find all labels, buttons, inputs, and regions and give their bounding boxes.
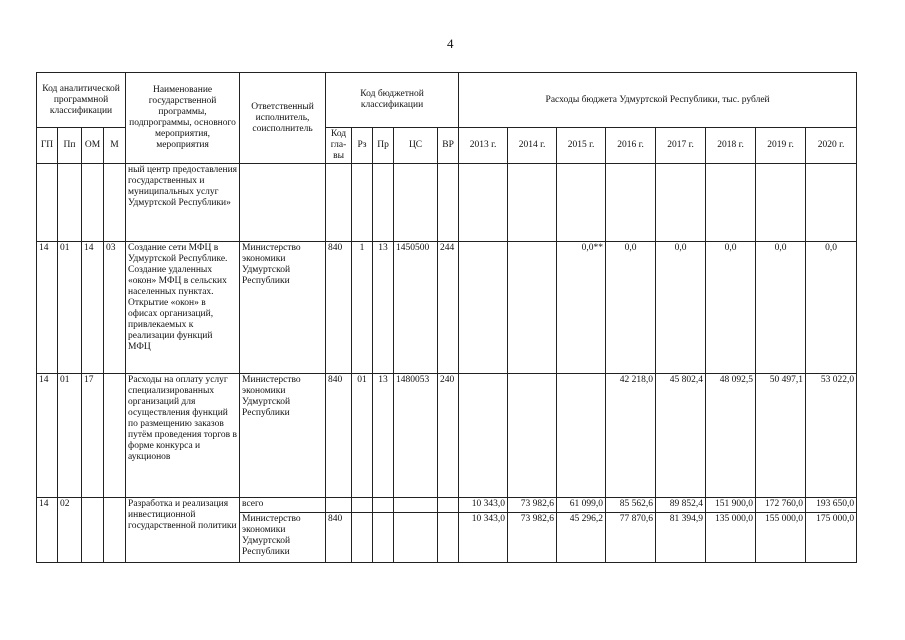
name-cell: Расходы на оплату услуг специализированных организаций для осуществления функций по размещению заказов путём проведения торгов в форме конкурса и аукционов bbox=[126, 374, 240, 498]
value-cell: 73 982,6 bbox=[508, 498, 557, 513]
value-cell: 0,0** bbox=[557, 242, 606, 374]
om-cell bbox=[82, 164, 104, 242]
value-cell bbox=[606, 164, 656, 242]
vr-cell bbox=[438, 513, 459, 563]
value-cell: 0,0 bbox=[706, 242, 756, 374]
vr-cell: 244 bbox=[438, 242, 459, 374]
value-cell: 73 982,6 bbox=[508, 513, 557, 563]
value-cell bbox=[706, 164, 756, 242]
value-cell: 85 562,6 bbox=[606, 498, 656, 513]
value-cell: 10 343,0 bbox=[459, 513, 508, 563]
year-header: 2020 г. bbox=[806, 128, 857, 164]
header-row-1 bbox=[37, 73, 857, 128]
name-header: Наименование государственной программы, подпрограммы, основного мероприятия, мероприятия bbox=[126, 73, 240, 164]
value-cell bbox=[557, 164, 606, 242]
m-cell bbox=[104, 164, 126, 242]
name-cell: ный центр предоставления государственных и муниципальных услуг Удмуртской Республики» bbox=[126, 164, 240, 242]
table-row bbox=[37, 242, 857, 374]
value-cell bbox=[508, 374, 557, 498]
cs-cell bbox=[394, 513, 438, 563]
pr-cell bbox=[373, 164, 394, 242]
vr-cell bbox=[438, 164, 459, 242]
value-cell: 0,0 bbox=[756, 242, 806, 374]
year-header: 2019 г. bbox=[756, 128, 806, 164]
responsible-cell: Министерство экономики Удмуртской Республики bbox=[240, 242, 326, 374]
value-cell bbox=[656, 164, 706, 242]
value-cell: 53 022,0 bbox=[806, 374, 857, 498]
name-cell: Создание сети МФЦ в Удмуртской Республике. Создание удаленных «окон» МФЦ в сельских населенных пунктах. Открытие «окон» в офисах организаций, привлекаемых к реализации функций МФЦ bbox=[126, 242, 240, 374]
responsible-header: Ответственный исполнитель, соисполнитель bbox=[240, 73, 326, 164]
value-cell: 193 650,0 bbox=[806, 498, 857, 513]
vr-header: ВР bbox=[438, 128, 459, 164]
value-cell: 10 343,0 bbox=[459, 498, 508, 513]
pp-header: Пп bbox=[58, 128, 82, 164]
rz-cell bbox=[352, 498, 373, 513]
name-cell: Разработка и реализация инвестиционной государственной политики bbox=[126, 498, 240, 563]
value-cell bbox=[459, 164, 508, 242]
om-cell: 17 bbox=[82, 374, 104, 498]
vr-cell: 240 bbox=[438, 374, 459, 498]
value-cell: 0,0 bbox=[806, 242, 857, 374]
value-cell bbox=[459, 374, 508, 498]
gp-cell: 14 bbox=[37, 498, 58, 563]
value-cell: 61 099,0 bbox=[557, 498, 606, 513]
year-header: 2016 г. bbox=[606, 128, 656, 164]
value-cell: 172 760,0 bbox=[756, 498, 806, 513]
value-cell: 155 000,0 bbox=[756, 513, 806, 563]
om-cell: 14 bbox=[82, 242, 104, 374]
glava-cell: 840 bbox=[326, 242, 352, 374]
value-cell: 77 870,6 bbox=[606, 513, 656, 563]
table-row bbox=[37, 498, 857, 513]
value-cell: 45 802,4 bbox=[656, 374, 706, 498]
rz-cell: 1 bbox=[352, 242, 373, 374]
pr-cell: 13 bbox=[373, 242, 394, 374]
responsible-cell: Министерство экономики Удмуртской Республики bbox=[240, 374, 326, 498]
m-cell bbox=[104, 374, 126, 498]
value-cell bbox=[806, 164, 857, 242]
gp-cell: 14 bbox=[37, 374, 58, 498]
year-header: 2017 г. bbox=[656, 128, 706, 164]
pp-cell: 02 bbox=[58, 498, 82, 563]
glava-cell bbox=[326, 164, 352, 242]
pr-header: Пр bbox=[373, 128, 394, 164]
page-number: 4 bbox=[447, 36, 454, 51]
rz-cell bbox=[352, 513, 373, 563]
vr-cell bbox=[438, 498, 459, 513]
value-cell: 175 000,0 bbox=[806, 513, 857, 563]
budget-table bbox=[36, 72, 857, 563]
pr-cell: 13 bbox=[373, 374, 394, 498]
om-cell bbox=[82, 498, 104, 563]
value-cell: 0,0 bbox=[606, 242, 656, 374]
m-header: М bbox=[104, 128, 126, 164]
gp-cell bbox=[37, 164, 58, 242]
value-cell bbox=[508, 242, 557, 374]
pp-cell: 01 bbox=[58, 242, 82, 374]
glava-cell: 840 bbox=[326, 513, 352, 563]
cs-header: ЦС bbox=[394, 128, 438, 164]
glava-cell bbox=[326, 498, 352, 513]
gp-cell: 14 bbox=[37, 242, 58, 374]
m-cell: 03 bbox=[104, 242, 126, 374]
cs-cell: 1450500 bbox=[394, 242, 438, 374]
value-cell: 50 497,1 bbox=[756, 374, 806, 498]
year-header: 2015 г. bbox=[557, 128, 606, 164]
year-header: 2013 г. bbox=[459, 128, 508, 164]
value-cell: 81 394,9 bbox=[656, 513, 706, 563]
value-cell bbox=[459, 242, 508, 374]
cs-cell: 1480053 bbox=[394, 374, 438, 498]
responsible-cell: всего bbox=[240, 498, 326, 513]
glava-cell: 840 bbox=[326, 374, 352, 498]
responsible-cell bbox=[240, 164, 326, 242]
pr-cell bbox=[373, 498, 394, 513]
om-header: ОМ bbox=[82, 128, 104, 164]
value-cell bbox=[557, 374, 606, 498]
glava-header: Код гла-вы bbox=[326, 128, 352, 164]
value-cell: 42 218,0 bbox=[606, 374, 656, 498]
rz-cell: 01 bbox=[352, 374, 373, 498]
cs-cell bbox=[394, 498, 438, 513]
rz-header: Рз bbox=[352, 128, 373, 164]
pp-cell bbox=[58, 164, 82, 242]
value-cell: 0,0 bbox=[656, 242, 706, 374]
responsible-cell: Министерство экономики Удмуртской Республики bbox=[240, 513, 326, 563]
value-cell: 135 000,0 bbox=[706, 513, 756, 563]
year-header: 2018 г. bbox=[706, 128, 756, 164]
analytic-code-header: Код аналитической программной классификации bbox=[37, 73, 126, 128]
value-cell: 89 852,4 bbox=[656, 498, 706, 513]
rz-cell bbox=[352, 164, 373, 242]
cs-cell bbox=[394, 164, 438, 242]
value-cell: 151 900,0 bbox=[706, 498, 756, 513]
value-cell: 45 296,2 bbox=[557, 513, 606, 563]
table-row bbox=[37, 164, 857, 242]
table-row bbox=[37, 374, 857, 498]
value-cell bbox=[756, 164, 806, 242]
pp-cell: 01 bbox=[58, 374, 82, 498]
gp-header: ГП bbox=[37, 128, 58, 164]
value-cell bbox=[508, 164, 557, 242]
year-header: 2014 г. bbox=[508, 128, 557, 164]
expenses-header: Расходы бюджета Удмуртской Республики, тыс. рублей bbox=[459, 73, 857, 128]
budget-code-header: Код бюджетной классификации bbox=[326, 73, 459, 128]
value-cell: 48 092,5 bbox=[706, 374, 756, 498]
m-cell bbox=[104, 498, 126, 563]
pr-cell bbox=[373, 513, 394, 563]
